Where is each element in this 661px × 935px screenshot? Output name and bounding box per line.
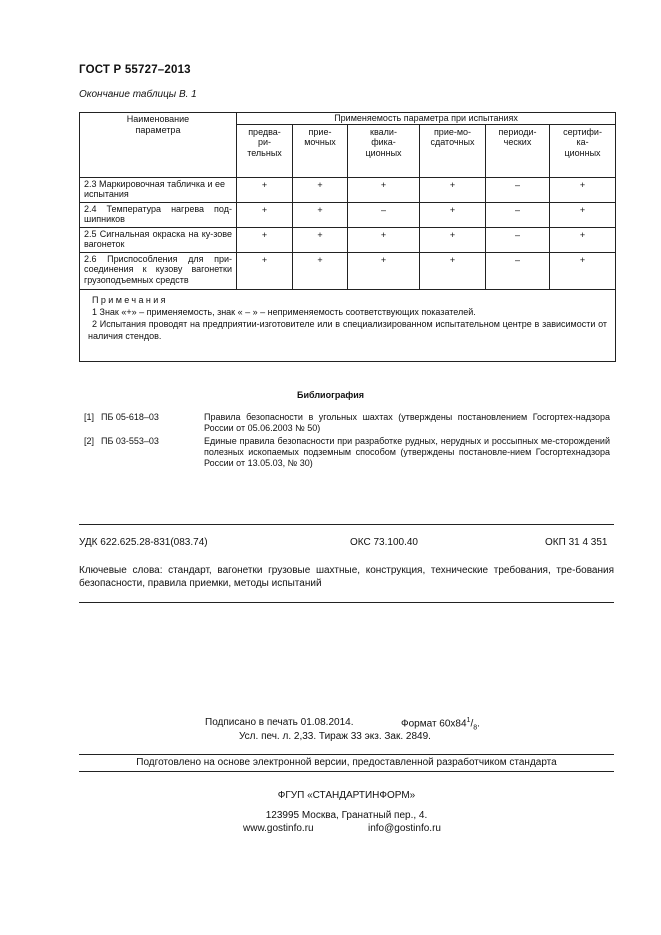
mark-cell: + (237, 252, 293, 289)
column-header-qualification: квали-фика-ционных (348, 124, 420, 177)
bibliography-number: [1] (84, 412, 95, 422)
print-sheets: Усл. печ. л. 2,33. Тираж 33 экз. Зак. 2849. (239, 731, 431, 742)
column-header-acceptance: прие-мочных (293, 124, 348, 177)
bibliography-title: Библиография (297, 390, 364, 400)
paper-format: Формат $60x84^1/_8$. (401, 717, 480, 732)
notes-title: Примечания (92, 294, 168, 305)
bibliography-code: ПБ 03-553–03 (101, 436, 159, 446)
column-header-name: Наименование параметра (80, 113, 237, 178)
mark-cell: + (550, 177, 616, 202)
bibliography-code: ПБ 05-618–03 (101, 412, 159, 422)
table-caption: Окончание таблицы В. 1 (79, 89, 197, 100)
okp-code: ОКП 31 4 351 (545, 537, 608, 548)
mark-cell: – (486, 227, 550, 252)
row-name: 2.6 Приспособления для при-соединения к кузову вагонетки грузоподъемных средств (80, 252, 237, 289)
mark-cell: + (348, 252, 420, 289)
mark-cell: – (348, 202, 420, 227)
table-notes (80, 289, 616, 361)
table-row (80, 227, 616, 252)
mark-cell: + (293, 227, 348, 252)
mark-cell: + (293, 202, 348, 227)
mark-cell: + (420, 252, 486, 289)
mark-cell: + (420, 227, 486, 252)
mark-cell: + (348, 227, 420, 252)
mark-cell: + (420, 177, 486, 202)
mark-cell: + (348, 177, 420, 202)
column-header-periodic: периоди-ческих (486, 124, 550, 177)
website-link[interactable]: www.gostinfo.ru (243, 823, 314, 834)
email-link[interactable]: info@gostinfo.ru (368, 823, 441, 834)
prepared-note: Подготовлено на основе электронной версии, предоставленной разработчиком стандарта (136, 757, 557, 768)
bibliography-number: [2] (84, 436, 95, 446)
mark-cell: – (486, 177, 550, 202)
column-header-preliminary: предва-ри-тельных (237, 124, 293, 177)
row-name: 2.3 Маркировочная табличка и ее испытания (80, 177, 237, 202)
divider (79, 754, 614, 755)
table-row (80, 252, 616, 289)
udk-code: УДК 622.625.28-831(083.74) (79, 537, 208, 548)
applicability-table (79, 112, 616, 362)
row-name: 2.4 Температура нагрева под-шипников (80, 202, 237, 227)
mark-cell: + (237, 202, 293, 227)
row-name: 2.5 Сигнальная окраска на ку-зове вагонеток (80, 227, 237, 252)
divider (79, 524, 614, 525)
bibliography-item (84, 436, 614, 472)
mark-cell: + (550, 252, 616, 289)
mark-cell: + (293, 252, 348, 289)
mark-cell: – (486, 252, 550, 289)
divider (79, 602, 614, 603)
note-item: 2 Испытания проводят на предприятии-изготовителе или в специализированном испытательном центре в зависимости от наличия стендов. (88, 318, 608, 341)
signed-date: Подписано в печать 01.08.2014. (205, 717, 354, 728)
keywords: Ключевые слова: стандарт, вагонетки грузовые шахтные, конструкция, технические требования, тре-бования безопасности, правила приемки, методы испытаний (79, 565, 614, 589)
mark-cell: + (237, 177, 293, 202)
divider (79, 771, 614, 772)
bibliography-item (84, 412, 614, 436)
column-header-delivery: прие-мо-сдаточных (420, 124, 486, 177)
column-header-certification: сертифи-ка-ционных (550, 124, 616, 177)
oks-code: ОКС 73.100.40 (350, 537, 418, 548)
table-row (80, 177, 616, 202)
mark-cell: + (293, 177, 348, 202)
bibliography-text: Правила безопасности в угольных шахтах (утверждены постановлением Госгортех-надзора России от 05.06.2003 № 50) (204, 412, 610, 433)
note-item: 1 Знак «+» – применяемость, знак « – » – неприменяемость соответствующих показателей. (92, 306, 476, 317)
mark-cell: + (237, 227, 293, 252)
column-group-header: Применяемость параметра при испытаниях (237, 113, 616, 125)
document-id: ГОСТ Р 55727–2013 (79, 64, 191, 76)
bibliography-text: Единые правила безопасности при разработке рудных, нерудных и россыпных ме-сторождений полезных ископаемых подземным способом (утверждены постановле-нием Госгортехнадзора России от 13.05.03, № 30) (204, 436, 610, 468)
mark-cell: + (420, 202, 486, 227)
mark-cell: – (486, 202, 550, 227)
publisher-address: 123995 Москва, Гранатный пер., 4. (265, 810, 428, 821)
table-row (80, 202, 616, 227)
mark-cell: + (550, 202, 616, 227)
publisher: ФГУП «СТАНДАРТИНФОРМ» (277, 790, 416, 801)
mark-cell: + (550, 227, 616, 252)
